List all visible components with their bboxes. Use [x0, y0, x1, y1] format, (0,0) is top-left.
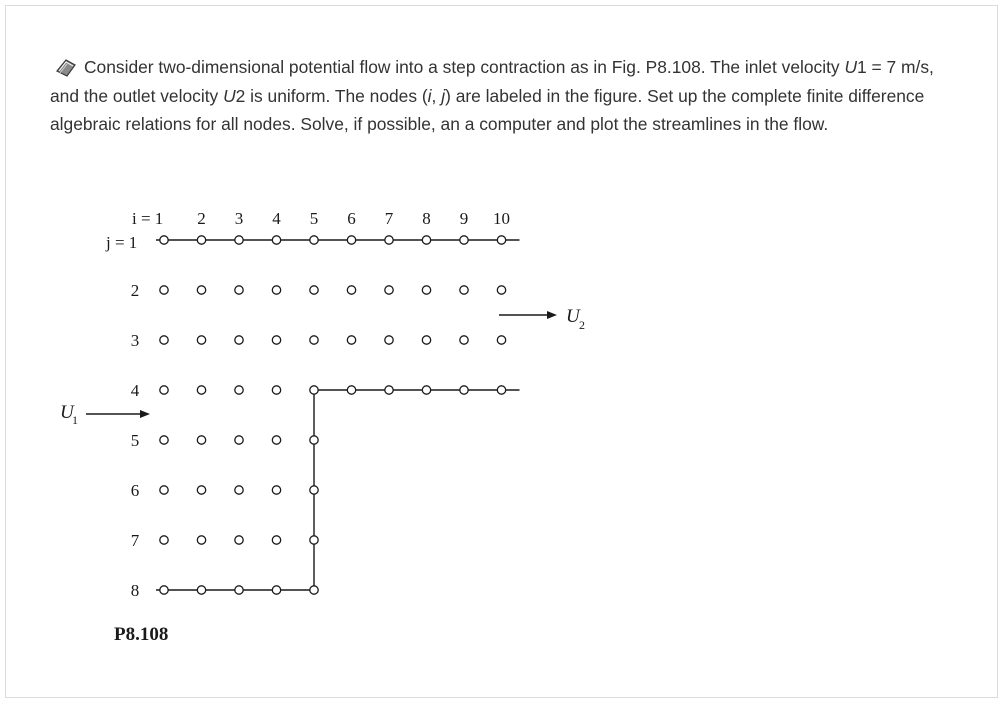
grid-node [310, 436, 318, 444]
grid-node [272, 586, 280, 594]
i-symbol: i [427, 85, 432, 106]
figure-caption: P8.108 [114, 624, 169, 645]
u2-arrow-head [547, 311, 557, 319]
j-label: 5 [130, 431, 140, 450]
grid-node [310, 386, 318, 394]
grid-node [235, 286, 243, 294]
grid-node [235, 436, 243, 444]
grid-node [160, 236, 168, 244]
grid-node [497, 236, 505, 244]
j-symbol: j [441, 85, 446, 106]
grid-node [197, 486, 205, 494]
grid-node [197, 286, 205, 294]
i-label: 6 [347, 209, 356, 228]
grid-node [235, 486, 243, 494]
grid-node [235, 236, 243, 244]
grid-node [422, 286, 430, 294]
grid-node [460, 236, 468, 244]
grid-node [272, 236, 280, 244]
grid-node [497, 386, 505, 394]
j-label: 6 [130, 481, 140, 500]
u2-subscript: 2 [579, 318, 585, 332]
grid-node [160, 536, 168, 544]
grid-node [160, 486, 168, 494]
j-label: 2 [130, 281, 140, 300]
node-grid [86, 209, 557, 600]
u1-arrow-head [140, 410, 150, 418]
i-label: 5 [309, 209, 319, 228]
grid-node [310, 336, 318, 344]
grid-node [460, 336, 468, 344]
i-label: 2 [197, 209, 206, 228]
i-label: 3 [234, 209, 244, 228]
grid-node [272, 436, 280, 444]
grid-node [160, 436, 168, 444]
problem-text-3: 2 is uniform. The nodes ( [235, 85, 428, 106]
grid-node [272, 386, 280, 394]
problem-comma: , [431, 85, 442, 106]
u1-symbol: U [844, 57, 858, 77]
problem-text-4: ) are labeled in the figure. Set up the complete finite difference algebraic relations for all nodes. Solve, if possible, an a computer and plot the streamlines in the flow. [50, 85, 925, 134]
u1-subscript: 1 [72, 413, 78, 427]
j-axis-prefix: j = 1 [106, 233, 138, 252]
grid-node [310, 236, 318, 244]
grid-node [235, 536, 243, 544]
grid-node [235, 336, 243, 344]
u2-label: U [566, 306, 580, 327]
grid-node [385, 336, 393, 344]
grid-node [160, 386, 168, 394]
grid-node [347, 236, 355, 244]
grid-node [197, 436, 205, 444]
i-label: 9 [459, 209, 469, 228]
j-label: 4 [130, 381, 140, 400]
grid-node [160, 286, 168, 294]
grid-node [272, 536, 280, 544]
i-label: 10 [493, 209, 510, 228]
grid-node [385, 286, 393, 294]
grid-node [272, 336, 280, 344]
i-label: 4 [272, 209, 281, 228]
grid-node [235, 386, 243, 394]
grid-node [272, 486, 280, 494]
grid-node [497, 286, 505, 294]
grid-node [385, 236, 393, 244]
grid-node [310, 486, 318, 494]
grid-node [160, 586, 168, 594]
grid-node [197, 536, 205, 544]
grid-node [197, 386, 205, 394]
grid-node [422, 386, 430, 394]
grid-node [235, 586, 243, 594]
grid-node [422, 236, 430, 244]
problem-text-1: Consider two-dimensional potential flow into a step contraction as in Fig. P8.108. The inlet velocity [84, 57, 845, 77]
grid-node [460, 386, 468, 394]
grid-node [272, 286, 280, 294]
j-label: 3 [130, 331, 140, 350]
grid-node [497, 336, 505, 344]
u1-label: U [60, 402, 74, 423]
i-axis-prefix: i = 1 [132, 209, 164, 228]
u2-symbol: U [223, 85, 236, 106]
grid-node [422, 336, 430, 344]
j-label: 8 [130, 581, 140, 600]
grid-node [197, 236, 205, 244]
grid-node [310, 286, 318, 294]
grid-node [460, 286, 468, 294]
j-label: 7 [130, 531, 140, 550]
grid-node [347, 336, 355, 344]
grid-node [310, 536, 318, 544]
grid-node [197, 586, 205, 594]
grid-node [197, 336, 205, 344]
i-label: 7 [384, 209, 394, 228]
grid-node [347, 286, 355, 294]
grid-node [385, 386, 393, 394]
problem-text-2: 1 = 7 m/s, and the outlet velocity [50, 57, 934, 106]
i-label: 8 [422, 209, 431, 228]
grid-node [347, 386, 355, 394]
grid-node [160, 336, 168, 344]
grid-node [310, 586, 318, 594]
